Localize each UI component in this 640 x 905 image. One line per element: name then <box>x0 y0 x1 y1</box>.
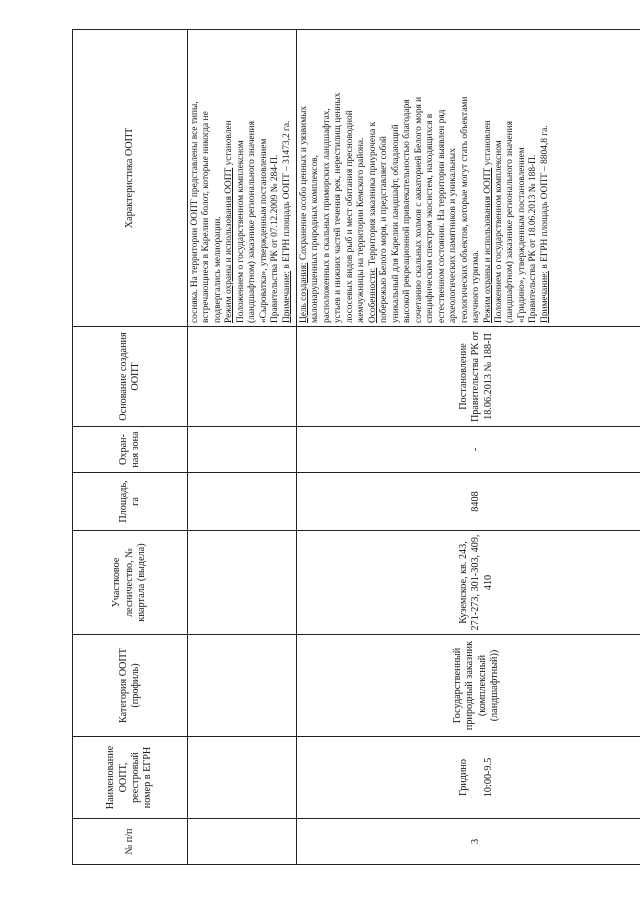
regime-label: Режим охраны и использования ООПТ <box>482 167 493 323</box>
text-line: специфическим спектром экосистем, находящихся в <box>425 113 436 323</box>
text-line: (ландшафтном) заказнике регионального значения <box>247 121 258 323</box>
text-line: сосняка. На территории ООПТ представлены все типы, <box>190 101 200 323</box>
text-line: жемчужницы на территории Кемского района. <box>356 137 367 323</box>
table-row-gridino <box>297 30 640 865</box>
cell-basis: Постановление Правительства РК от 18.06.2013 № 188-П <box>297 327 640 427</box>
header-category: Категория ООПТ (профиль) <box>73 635 188 737</box>
text-line: археологических памятников и уникальных <box>448 148 459 323</box>
text-line: лососевых видов рыб и мест обитания пресноводной <box>344 110 355 323</box>
text-line: естественном состоянии. На территории выявлен ряд <box>436 109 447 323</box>
header-buffer: Охран-ная зона <box>73 427 188 473</box>
regime-text: установлен <box>482 120 493 168</box>
oopt-name: Гридино <box>458 759 470 796</box>
feature-label: Особенности: <box>367 267 378 323</box>
text-line: «Гридино», утвержденным постановлением <box>516 147 527 323</box>
text-line: геологических объектов, которые могут стать объектами <box>459 96 470 323</box>
cell-empty <box>188 635 297 737</box>
registry-number: 10:00-9.5 <box>482 757 494 798</box>
cell-num: 3 <box>297 819 640 865</box>
text-line: подвергались мелиорации. <box>212 216 223 323</box>
text-line: побережью Белого моря, и представляет собой <box>379 136 390 323</box>
feature-line <box>368 33 379 323</box>
cell-empty <box>188 427 297 473</box>
goal-line <box>299 33 310 323</box>
header-forestry: Участковое лесничество, № квартала (выдела) <box>73 531 188 635</box>
header-basis: Основание создания ООПТ <box>73 327 188 427</box>
regime-line <box>224 33 235 323</box>
cell-name <box>297 737 640 819</box>
goal-label: Цель создания: <box>299 262 309 323</box>
note-line <box>540 33 551 323</box>
text-line: уникальный для Карелии ландшафт, обладающий <box>390 124 401 323</box>
cell-empty <box>188 473 297 531</box>
text-line: Правительства РК от 18.06.2013 № 188-П. <box>528 154 539 323</box>
text-line: сочетанию скальных холмов с акваторией Белого моря и <box>413 96 424 323</box>
text-line: устьев и нижних частей течения рек, нерестилищ ценных <box>333 92 344 323</box>
text-line: высокой рекреационной привлекательностью благодаря <box>402 99 413 323</box>
regime-text: установлен <box>224 120 235 168</box>
rotated-page <box>72 30 640 865</box>
regime-line <box>483 33 494 323</box>
text-line: (ландшафтном) заказнике регионального значения <box>505 121 516 323</box>
cell-category: Государственный природный заказник (комплексный (ландшафтный)) <box>297 635 640 737</box>
oopt-table <box>72 29 640 865</box>
text-line: расположенных в скальных приморских ландшафтах, <box>321 108 332 323</box>
note-text: в ЕГРН площадь ООПТ – 8804,8 га. <box>539 125 550 271</box>
goal-text: Сохранение особо ценных и уязвимых <box>299 105 309 263</box>
header-area: Площадь, га <box>73 473 188 531</box>
header-row <box>73 30 188 865</box>
header-description: Характеристика ООПТ <box>73 30 188 327</box>
table-row-continued <box>188 30 297 865</box>
cell-empty <box>188 819 297 865</box>
cell-description <box>297 30 640 327</box>
cell-area: 8408 <box>297 473 640 531</box>
feature-text: Территория заказника приурочена к <box>367 121 378 268</box>
text-line: Положением о государственном комплексном <box>235 140 246 323</box>
note-line <box>282 33 293 323</box>
cell-buffer: - <box>297 427 640 473</box>
header-num: № п/п <box>73 819 188 865</box>
regime-label: Режим охраны и использования ООПТ <box>224 167 235 323</box>
text-line: встречающиеся в Карелии болот, которые никогда не <box>201 111 212 323</box>
cell-forestry: Куземское, кв. 243, 271-273, 301-303, 409, 410 <box>297 531 640 635</box>
note-label: Примечание: <box>539 270 550 323</box>
cell-empty <box>188 737 297 819</box>
note-text: в ЕГРН площадь ООПТ – 31473,2 га. <box>281 120 292 271</box>
text-line: Положением о государственном комплексном <box>493 140 504 323</box>
text-line: научного туризма. <box>471 250 482 323</box>
cell-empty <box>188 531 297 635</box>
cell-empty <box>188 327 297 427</box>
text-line: Правительства РК от 07.12.2009 № 284-П. <box>270 154 281 323</box>
cell-description-continued <box>188 30 297 327</box>
text-line: малонарушенных природных комплексов, <box>310 155 321 323</box>
header-name: Наименование ООПТ, реестровый номер в ЕГРН <box>73 737 188 819</box>
note-label: Примечание: <box>281 270 292 323</box>
text-line: «Сыроватка», утвержденным постановлением <box>258 138 269 323</box>
